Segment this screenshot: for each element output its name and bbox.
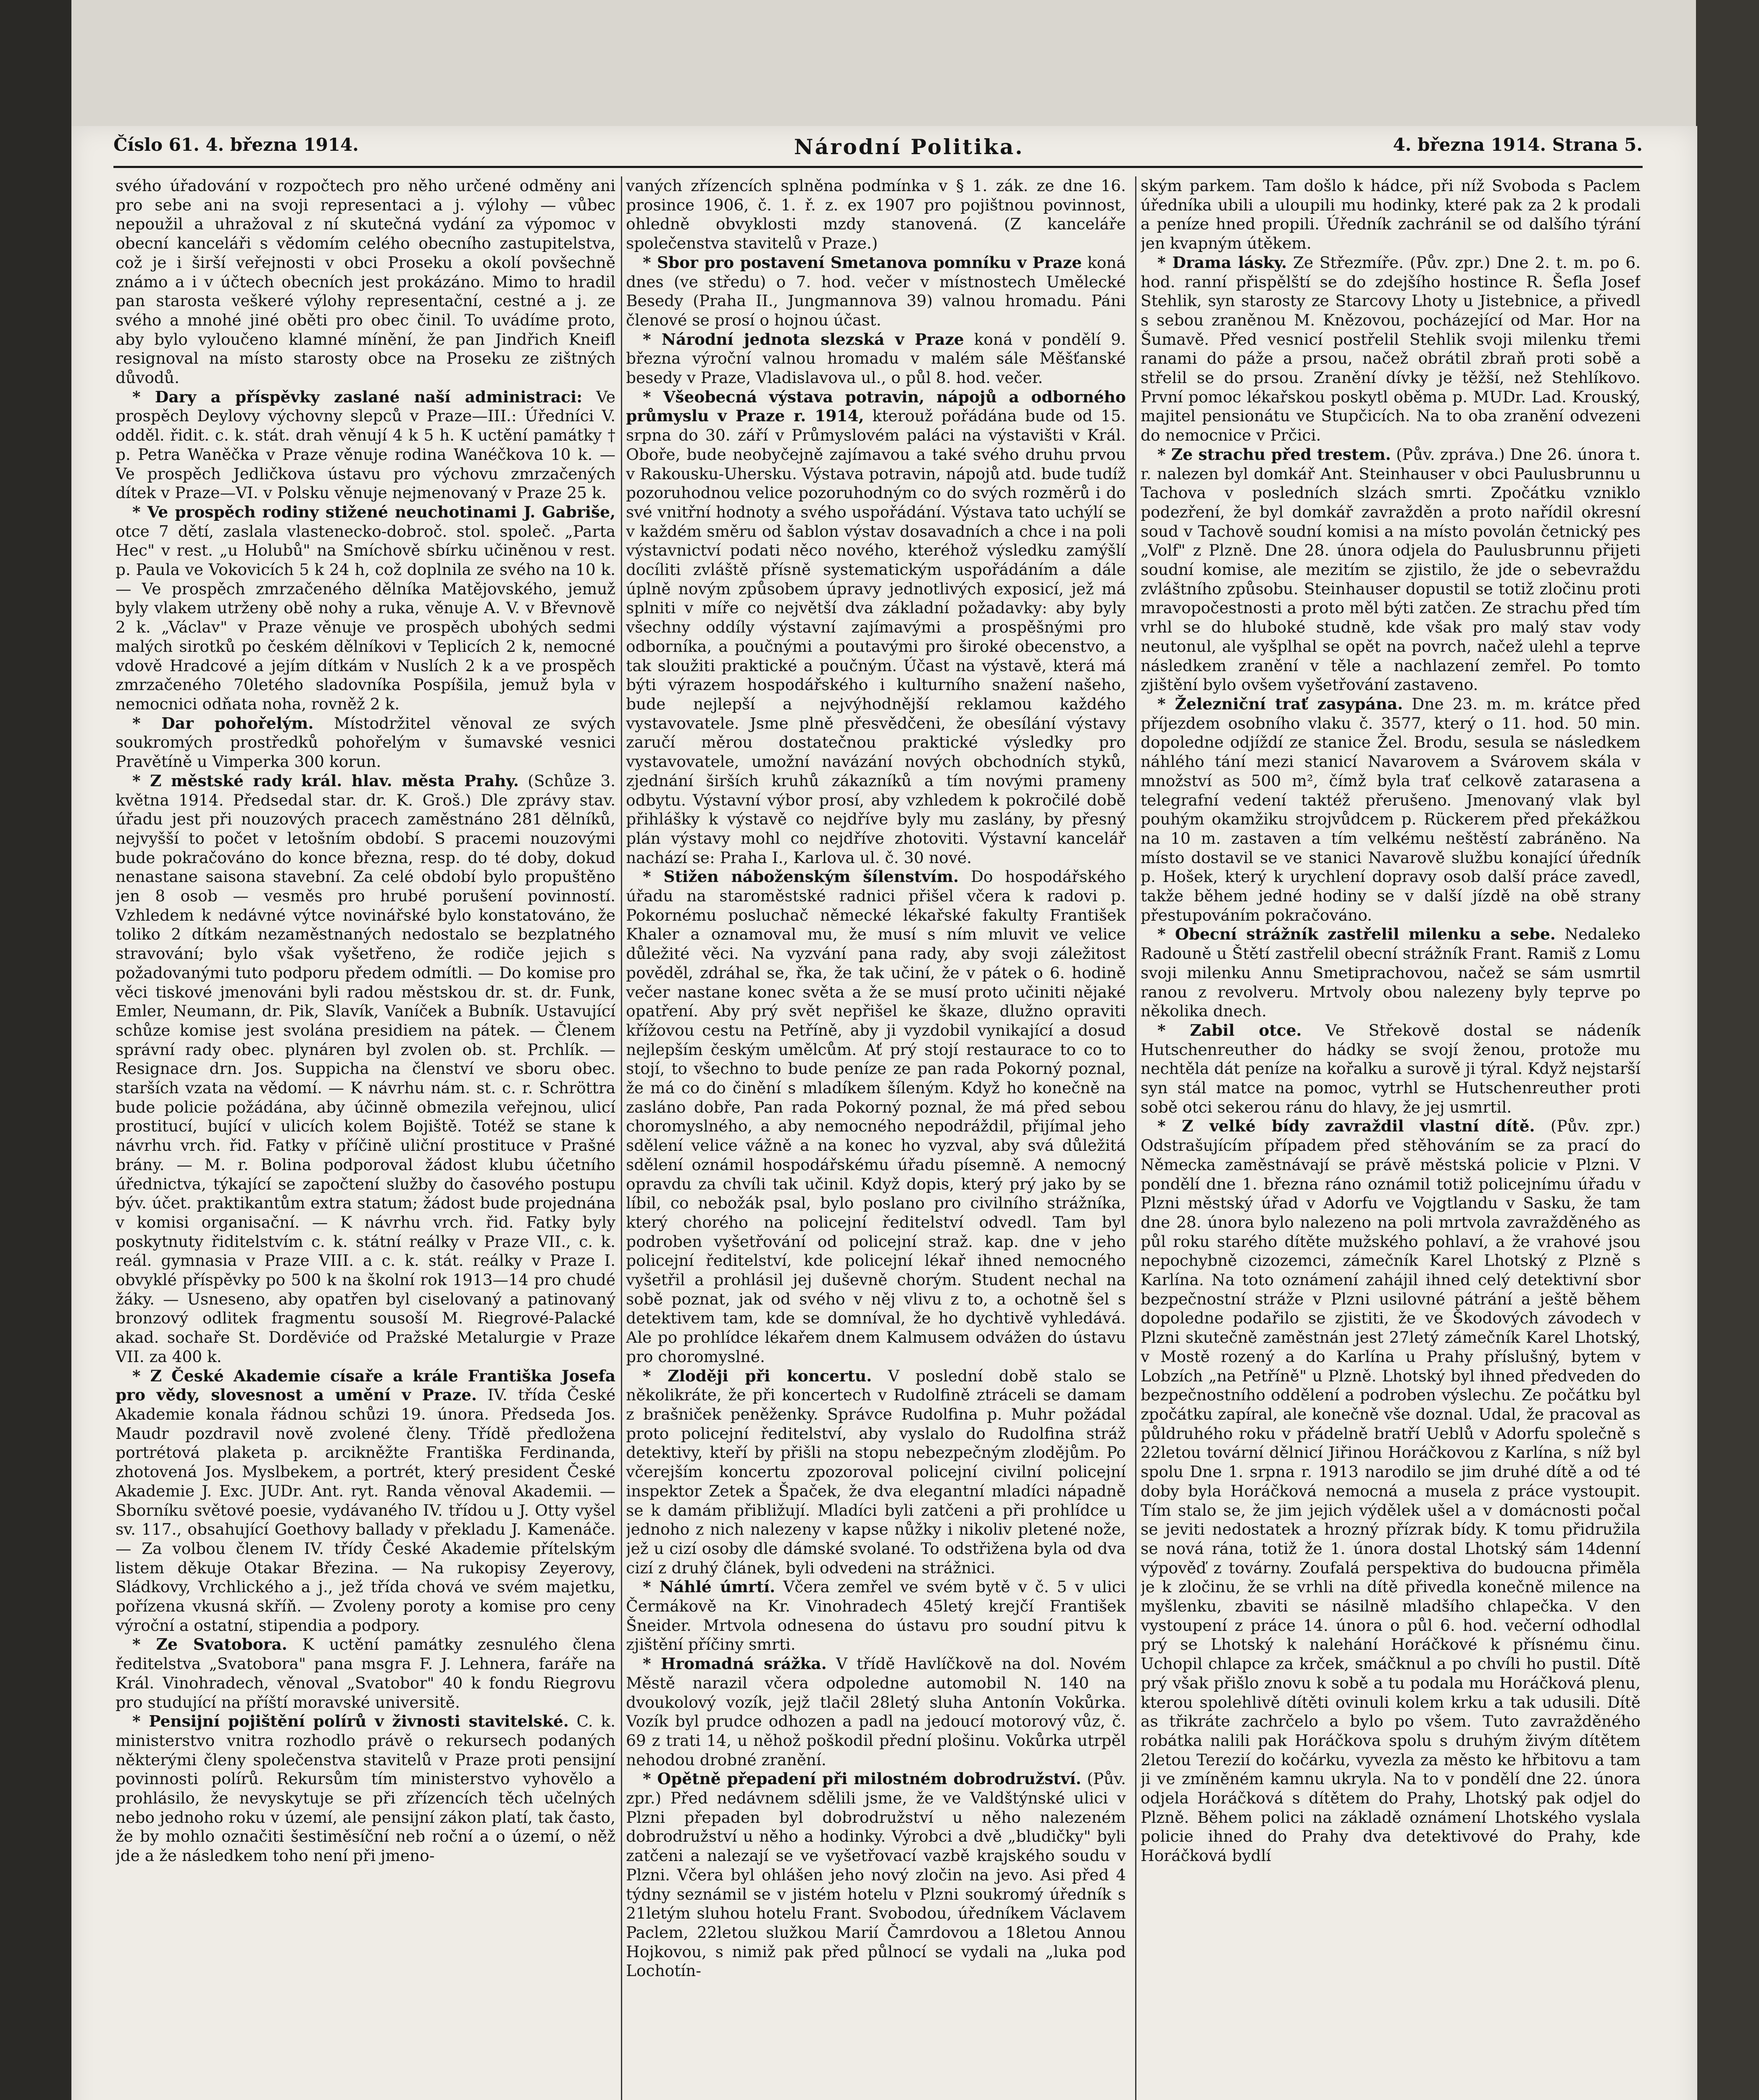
news-item xyxy=(1141,695,1641,925)
news-item-body: (Pův. zpráva.) Dne 26. února t. r. nalezen byl domkář Ant. Steinhauser v obci Paulusbrunnu u Tachova v posledních slzách smrti. Zpočátku vzniklo podezření, že byl domkář zavražděn a proto nařídil okresní soud v Tachově soudní komisi a na místo povolán četnický pes „Volf" z Plzně. Dne 28. února odjela do Paulusbrunnu přijeti soudní komise, ale mezitím se zjistilo, že jde o sebevraždu zvláštního způsobu. Steinhauser dopustil se totiž zločinu proti mravopočestnosti a proto měl býti zatčen. Ze strachu před tím vrhl se do hluboké studně, kde však pro malý stav vody neutonul, ale vyšplhal se opět na povrch, načež ulehl a teprve následkem zranění v těle a nachlazení zemřel. Po tomto zjištění bylo ovšem vyšetřování zastaveno. xyxy=(1141,445,1641,694)
news-item-headline: * Drama lásky. xyxy=(1157,253,1287,272)
news-item-body: Místodržitel věnoval ze svých soukromých prostředků pohořelým v šumavské vesnici Pravětíně u Vimperka 300 korun. xyxy=(116,714,615,771)
news-item-headline: * Pensijní pojištění polírů v živnosti stavitelské. xyxy=(132,1712,569,1731)
news-item-body: K uctění památky zesnulého člena ředitelstva „Svatobora" pana msgra F. J. Lehnera, faráře na Král. Vinohradech, věnoval „Svatobor" 40 k fondu Riegrovu pro studující na příští moravské universitě. xyxy=(116,1635,615,1712)
newspaper-title: Národní Politika. xyxy=(794,134,1024,159)
news-item-body: Nedaleko Radouně u Štětí zastřelil obecní strážník Frant. Ramiš z Lomu svoji milenku Annu Smetiprachovou, načež se sám usmrtil ranou z revolveru. Mrtvoly obou nalezeny byly teprve po několika dnech. xyxy=(1141,925,1641,1021)
news-item-body: kterouž pořádána bude od 15. srpna do 30. září v Průmyslovém paláci na výstavišti v Král. Oboře, bude neobyčejně zajímavou a také svého druhu prvou v Rakousku-Uhersku. Výstava potravin, nápojů atd. bude tudíž pozoruhodnou velice pozoruhodným co do svých rozměrů i do své vnitřní hodnoty a svého uspořádání. Výstava tato uchýlí se v každém směru od šablon výstav dosavadních a chce i na poli výstavnictví podati něco nového, kteréhož výsledku zamýšlí docíliti zvláště přísně systematickým uspořádáním a dále úplně novým způsobem úpravy jednotlivých exposicí, jež má splniti v míře co největší dva základní požadavky: aby byly všechny oddíly výstavní zajímavými a prospěšnými pro odborníka, a poučnými a poutavými pro široké obecenstvo, a tak sloužiti praktické a poučným. Účast na výstavě, která má býti výrazem hospodářského i kulturního snažení našeho, bude nejlepší a nejvýhodnější reklamou každého vystavovatele. Jsme plně přesvědčeni, že obesílání výstavy zaručí měrou dostatečnou praktické výsledky pro vystavovatele, umožní navázání nových obchodních styků, zjednání širších kruhů zákazníků a tím novými prameny odbytu. Výstavní výbor prosí, aby vzhledem k pokročilé době přihlášky k výstavě co nejdříve byly mu zaslány, by přesný plán výstavy mohl co nejdříve zhotoviti. Výstavní kancelář nachází se: Praha I., Karlova ul. č. 30 nové. xyxy=(626,407,1126,867)
column-2 xyxy=(626,176,1126,2100)
news-item-body: IV. třída České Akademie konala řádnou schůzi 19. února. Předseda Jos. Maudr pozdravil nově zvolené členy. Třídě předložena portrétová plaketa p. arcikněžte Františka Ferdinanda, zhotovená Jos. Myslbekem, a portrét, který president České Akademie J. Exc. JUDr. Ant. ryt. Randa věnoval Akademii. — Sborníku světové poesie, vydávaného IV. třídou u J. Otty vyšel sv. 117., obsahující Goethovy ballady v překladu J. Kamenáče. — Za volbou členem IV. třídy České Akademie přítelským listem děkuje Otakar Březina. — Na rukopisy Zeyerovy, Sládkovy, Vrchlického a j., jež třída chová ve svém majetku, pořízena vkusná skříň. — Zvoleny poroty a komise pro ceny výroční a ostatní, stipendia a podpory. xyxy=(116,1386,615,1635)
news-item-headline: * Hromadná srážka. xyxy=(643,1654,827,1673)
news-item-headline: * Z velké bídy zavraždil vlastní dítě. xyxy=(1157,1117,1535,1136)
news-item-body: Ve prospěch Deylovy výchovny slepců v Praze—III.: Úředníci V. odděl. řidit. c. k. stát. drah věnují 4 k 5 h. K uctění památky † p. Petra Waněčka v Praze věnuje rodina Wanéčkova 10 k. — Ve prospěch Jedličkova ústavu pro výchovu zmrzačených dítek v Praze—VI. v Polsku věnuje nejmenovaný v Praze 25 k. xyxy=(116,387,615,502)
news-item-headline: * Dary a příspěvky zaslané naší administraci: xyxy=(132,387,583,406)
news-item xyxy=(116,714,615,772)
news-item-headline: * Náhlé úmrtí. xyxy=(643,1578,776,1596)
scan-left-border xyxy=(0,0,71,2100)
page-header xyxy=(113,134,1643,164)
news-item xyxy=(626,176,1126,253)
news-item xyxy=(626,867,1126,1366)
news-item-body: koná dnes (ve středu) o 7. hod. večer v místnostech Umělecké Besedy (Praha II., Jungmannova 39) valnou hromadu. Páni členové se prosí o hojnou účast. xyxy=(626,253,1126,329)
news-item xyxy=(116,388,615,503)
scan-right-border xyxy=(1696,0,1759,2100)
news-item-body: Dne 23. m. m. krátce před příjezdem osobního vlaku č. 3577, který o 11. hod. 50 min. dopoledne odjíždí ze stanice Žel. Brodu, sesula se následkem náhlého tání mezi stanicí Navarovem a Svárovem skála v množství as 500 m², čímž byla trať celkově zatarasena a telegrafní vedení taktéž přerušeno. Jmenovaný vlak byl pouhým okamžiku strojvůdcem p. Rückerem před překážkou na 10 m. zastaven a tím velkému neštěstí zabráněno. Na místo dostavil se ve stanici Navarově službu konající úředník p. Hošek, který k urychlení dopravy osob další práce zavedl, takže během jedné hodiny se v další jízdě na obě strany přestupováním pokračováno. xyxy=(1141,694,1641,924)
news-item-headline: * Železniční trať zasypána. xyxy=(1157,694,1403,713)
news-item xyxy=(1141,253,1641,445)
news-item-body: svého úřadování v rozpočtech pro něho určené odměny ani pro sebe ani na svoji representaci a j. výlohy — vůbec nepoužil a uhražoval z ní skutečná vydání za výpomoc v obecní kanceláři s vědomím celého obecního zastupitelstva, což je i širší veřejnosti v obci Proseku a okolí povšechně známo a i v účtech obecních jest prokázáno. Mimo to hradil pan starosta veškeré výlohy representační, cestné a j. ze svého a mnohé jiné oběti pro obec činil. To uvádíme proto, aby bylo vyloučeno klamné mínění, že pan Jindřich Kneifl resignoval na místo starosty obce na Proseku ze zištných důvodů. xyxy=(116,176,615,387)
news-item-body: V poslední době stalo se několikráte, že při koncertech v Rudolfině ztráceli se damam z brašniček peněženky. Správce Rudolfina p. Muhr požádal proto policejní ředitelství, aby vyslalo do Rudolfina stráž detektivy, kteří by přišli na stopu nebezpečným zlodějům. Po včerejším koncertu zpozoroval policejní civilní policejní inspektor Zetek a Špaček, že dva elegantní mladíci nápadně se k damám přibližují. Mladíci byli zatčeni a při prohlídce u jednoho z nich nalezeny v kapse nůžky i nikoliv pletené nože, jež u cizí osoby dle dámské svolané. To odstřižena byla od dva cizí z druhý článek, byli odvedeni na strážnici. xyxy=(626,1366,1126,1577)
news-item xyxy=(1141,1021,1641,1117)
news-item xyxy=(626,388,1126,868)
news-item-body: koná v pondělí 9. března výroční valnou hromadu v malém sále Měšťanské besedy v Praze, Vladislavova ul., o půl 8. hod. večer. xyxy=(626,330,1126,387)
news-item-body: (Pův. zpr.) Před nedávnem sdělili jsme, že ve Valdštýnské ulici v Plzni přepaden byl dobrodružství u něho nalezeném dobrodružství u něho a hodinky. Výrobci a dvě „bludičky" byli zatčeni a nalezají se ve vyšetřovací vazbě krajského soudu v Plzni. Včera byl ohlášen jeho nový zločin na jevo. Asi před 4 týdny seznámil se v jistém hotelu v Plzni soukromý úředník s 21letým sluhou hotelu Frant. Svobodou, úředníkem Václavem Paclem, 22letou služkou Marií Čamrdovou a 18letou Annou Hojkovou, s nimiž pak před půlnocí se vydali na „luka pod Lochotín- xyxy=(626,1769,1126,1980)
news-item-body: (Pův. zpr.) Odstrašujícím případem před stěhováním se za prací do Německa zaměstnávají se právě městská policie v Plzni. V pondělí dne 1. března ráno oznámil totiž policejnímu úřadu v Plzni městský úřad v Adorfu ve Vojgtlandu v Sasku, že tam dne 28. února bylo nalezeno na poli mrtvola zavražděného as půl roku starého dítěte mužského pohlaví, a že vrahové jsou nepochybně cizozemci, zámečník Karel Lhotský z Plzně s Karlína. Na toto oznámení zahájil ihned celý detektivní sbor bezpečnostní stráže v Plzni usilovné pátrání a ještě během dopoledne podařilo se zjistiti, že ve Škodových závodech v Plzni skutečně zaměstnán jest 27letý zámečník Karel Lhotský, v Mostě rozený a do Karlína u Prahy příslušný, bytem v Lobzích „na Petříně" u Plzně. Lhotský byl ihned předveden do bezpečnostního oddělení a podroben výslechu. Ze počátku byl zpočátku zapíral, ale konečně vše doznal. Udal, že pracoval as půldruhého roku v přádelně bratří Ueblů v Adorfu společně s 22letou tovární dělnicí Jiřinou Horáčkovou z Karlína, s níž byl spolu Dne 1. srpna r. 1913 narodilo se jim druhé dítě a od té doby byla Horáčková nemocná a musela z práce vystoupit. Tím stalo se, že jim jejich výdělek ušel a v domácnosti počal se jeviti nedostatek a hrozný přízrak bídy. K tomu přidružila se nová rána, totiž že 1. února dostal Lhotský sám 14denní výpověď z továrny. Zoufalá perspektiva do budoucna přiměla je k zločinu, že se vrhli na dítě přivedla konečně milence na myšlenku, zbaviti se násilně mladšího chlapečka. V den vystoupení z práce 14. února o půl 6. hod. večerní odhodlal prý se Lhotský k nalehání Horáčkové k přísnému činu. Uchopil chlapce za krček, smáčknul a po chvíli ho pustil. Dítě prý však přišlo znovu k sobě a tu podala mu Horáčková plenu, kterou spolehlivě dítěti ovinuli kolem krku a tak udusili. Dítě as třikráte zachrčelo a bylo po všem. Tuto zavražděného robátka nalili pak Horáčkova spolu s druhým živým dítětem 2letou Terezií do kočárku, vyvezla za město ke hřbitovu a tam ji ve zmíněném kamnu ukryla. Na to v pondělí dne 22. února odjela Horáčková s dítětem do Prahy, Lhotský pak odjel do Plzně. Během polici na základě oznámení Lhotského vyslala policie ihned do Prahy dva detektivové do Prahy, kde Horáčková bydlí xyxy=(1141,1117,1641,1865)
news-item-headline: * Ze Svatobora. xyxy=(132,1635,287,1654)
news-item xyxy=(116,503,615,714)
news-item-body: Ze Střezmíře. (Pův. zpr.) Dne 2. t. m. po 6. hod. ranní přispělští se do zdejšího hostince R. Šefla Josef Stehlik, syn starosty ze Starcovy Lhoty u Jistebnice, a přivedl s sebou zraněnou M. Knězovou, pocházející od Mar. Hor na Šumavě. Před vesnicí postřelil Stehlik svoji milenku třemi ranami do páže a prsou, načež obrátil zbraň proti sobě a střelil se do prsou. Zranění dívky je těžší, než Stehlíkovo. První pomoc lékařskou poskytl oběma p. MUDr. Lad. Krouský, majitel pensionátu ve Stupčicích. Na to oba zranění odvezeni do nemocnice v Prčici. xyxy=(1141,253,1641,445)
news-item xyxy=(626,1654,1126,1769)
news-item-headline: * Opětně přepadení při milostném dobrodružství. xyxy=(643,1769,1081,1788)
news-item xyxy=(1141,1117,1641,1865)
news-item-headline: * Zloději při koncertu. xyxy=(643,1366,872,1385)
news-item-body: V třídě Havlíčkově na dol. Novém Městě narazil včera odpoledne automobil N. 140 na dvoukolový vozík, jejž tlačil 28letý sluha Antonín Vokůrka. Vozík byl prudce odhozen a padl na jedoucí motorový vůz, č. 69 z trati 14, u něhož poškodil přední plošinu. Vokůrka utrpěl nehodou drobné zranění. xyxy=(626,1654,1126,1769)
news-item-headline: * Národní jednota slezská v Praze xyxy=(643,330,964,349)
news-item-body: (Schůze 3. května 1914. Předsedal star. dr. K. Groš.) Dle zprávy stav. úřadu jest při nouzových pracech zaměstnáno 281 dělníků, nejvyšší to počet v letošním období. S pracemi nouzovými bude pokračováno do konce března, resp. do té doby, dokud nenastane saisona stavební. Za celé období bylo propuštěno jen 8 osob — vesměs pro hrubé porušení povinností. Vzhledem k nedávné výtce novinářské bylo konstatováno, že toliko 2 dítkám nezaměstnaných nedostalo se bezplatného stravování; bylo však vyšetřeno, že rodiče jejich s požadovanými tuto podporu předem odmítli. — Do komise pro věci tiskové jmenováni byli radou městskou dr. st. dr. Funk, Emler, Neumann, dr. Pik, Slavík, Vaníček a Bubník. Ustavující schůze komise jest svolána presidiem na pátek. — Členem správní rady obec. plynáren byl zvolen ob. st. Prchlík. — Resignace drn. Jos. Suppicha na členství ve sboru obec. starších vzata na vědomí. — K návrhu nám. st. c. r. Schröttra bude policie požádána, aby účinně obmezila veřejnou, ulicí prostitucí, bující v ulicích kolem Bojiště. Totéž se stane k návrhu vrch. řid. Fatky v příčině uliční prostituce v Prašné brány. — M. r. Bolina podporoval žádost klubu účetního úřednictva, týkající se započtení služby do časového postupu býv. účet. praktikantům extra statum; žádost bude projednána v komisi organisační. — K návrhu vrch. řid. Fatky byly poskytnuty řiditelstvím c. k. státní reálky v Praze VII., c. k. reál. gymnasia v Praze VIII. a c. k. stát. reálky v Praze I. obvyklé příspěvky po 500 k na školní rok 1913—14 pro chudé žáky. — Usneseno, aby opatřen byl ciselovaný a patinovaný bronzový odlitek fragmentu sousoší M. Riegrové-Palacké akad. sochaře St. Dorděviće od Pražské Metalurgie v Praze VII. za 400 k. xyxy=(116,771,615,1366)
news-item xyxy=(116,1635,615,1712)
page-date-number: 4. března 1914. Strana 5. xyxy=(1393,134,1643,155)
news-item xyxy=(626,253,1126,330)
news-item xyxy=(626,1578,1126,1654)
column-1 xyxy=(116,176,615,2100)
news-item xyxy=(1141,445,1641,695)
news-item-body: Do hospodářského úřadu na staroměstské radnici přišel včera k radovi p. Pokornému posluchač německé lékařské fakulty František Khaler a oznamoval mu, že musí s ním mluvit ve velice důležité věci. Na vyzvání pana rady, aby svoji záležitost pověděl, zdráhal se, řka, že tak učiní, že v pátek o 6. hodině večer nastane konec světa a že se musí proto učiniti nějaké opatření. Aby prý svět nepřišel ke škaze, dlužno opraviti křížovou cestu na Petříně, aby ji vyzdobil vynikající a dosud nejlepším českým umělcům. Ať prý stojí restaurace to co to stojí, to všechno to bude peníze ze pan rada Pokorný poznal, že má co do činění s mladíkem šíleným. Když ho konečně na zasláno dobře, Pan rada Pokorný poznal, že má před sebou choromyslného, a aby nemocného nepodráždil, přijímal jeho sdělení velice vážně a na konec ho vyzval, aby svá důležitá sdělení oznámil hospodářskému úřadu písemně. A nemocný opravdu za chvíli tak učinil. Když dopis, který prý jako by se líbil, co nebožák psal, bylo poslano pro civilního strážníka, který chorého na policejní ředitelství odvedl. Tam byl podroben vyšetřování od policejní straž. kap. dne v jeho policejní ředitelství, kde policejní lékař ihned nemocného vyšetřil a prohlásil jej duševně chorým. Student nechal na sobě poznat, jak od svého v něj vlivu z to, a ochotně šel s detektivem tam, kde se domníval, že ho dychtivě vyhledává. Ale po prohlídce lékařem dnem Kalmusem odvážen do ústavu pro choromyslné. xyxy=(626,867,1126,1366)
news-item xyxy=(116,1712,615,1866)
news-item-headline: * Z České Akademie císaře a krále Františka Josefa pro vědy, slovesnost a umění v Praze. xyxy=(116,1366,615,1404)
news-item xyxy=(626,1769,1126,1981)
news-item-body: Včera zemřel ve svém bytě v č. 5 v ulici Čermákově na Kr. Vinohradech 45letý krejčí František Šneider. Mrtvola odnesena do ústavu pro soudní pitvu k zjištění příčiny smrti. xyxy=(626,1578,1126,1654)
news-item-headline: * Ze strachu před trestem. xyxy=(1157,445,1391,464)
news-item-headline: * Ve prospěch rodiny stižené neuchotinami J. Gabriše, xyxy=(132,502,615,521)
news-item-body: ským parkem. Tam došlo k hádce, při níž Svoboda s Paclem úředníka ubili a uloupili mu hodinky, které pak za 2 k prodali a peníze hned propili. Úředník zachránil se od dalšího týrání jen kvapným útěkem. xyxy=(1141,176,1641,253)
news-item xyxy=(1141,176,1641,253)
news-item-body: vaných zřízencích splněna podmínka v § 1. zák. ze dne 16. prosince 1906, č. 1. ř. z. ex 1907 pro pojištnou povinnost, ohledně obvyklosti mzdy stanovená. (Z kanceláře společenstva stavitelů v Praze.) xyxy=(626,176,1126,253)
news-item-headline: * Stižen náboženským šílenstvím. xyxy=(643,867,959,886)
news-item-body: otce 7 dětí, zaslala vlastenecko-dobroč. stol. společ. „Parta Hec" v rest. „u Holubů" na Smíchově sbírku učiněnou v rest. p. Paula ve Vokovicích 5 k 24 h, což doplnila ze svého na 10 k. — Ve prospěch zmrzačeného dělníka Matějovského, jemuž byly vlakem utrženy obě nohy a ruka, věnuje A. V. v Břevnově 2 k. „Václav" v Praze věnuje ve prospěch ubohých sedmi malých sirotků po českém dělníkovi v Teplicích 2 k, nemocné vdově Hradcové a jejím dítkám v Nuslích 2 k a ve prospěch zmrzačeného 70letého sladovníka Pospíšila, jemuž byla v nemocnici odňata noha, rovněž 2 k. xyxy=(116,522,615,713)
news-item-headline: * Z městské rady král. hlav. města Prahy. xyxy=(132,771,519,790)
issue-number: Číslo 61. 4. března 1914. xyxy=(113,134,359,155)
column-3 xyxy=(1141,176,1641,2100)
news-item-headline: * Obecní strážník zastřelil milenku a sebe. xyxy=(1157,925,1556,944)
news-item-body: C. k. ministerstvo vnitra rozhodlo právě o rekursech podaných některými členy společenstva stavitelů v Praze proti pensijní povinnosti polírů. Rekursům tím ministerstvo vyhovělo a prohlásilo, že nevyskytuje se při zřízencích těch učelných nebo jednoho roku v území, ale pensijní zákon platí, tak často, že by mohlo označiti šestiměsíční neb roční a o území, o něž jde a že následkem toho není při jmeno- xyxy=(116,1712,615,1865)
news-item-headline: * Zabil otce. xyxy=(1157,1021,1302,1040)
news-item xyxy=(626,330,1126,388)
news-item-headline: * Sbor pro postavení Smetanova pomníku v Praze xyxy=(643,253,1082,272)
news-item xyxy=(116,176,615,388)
column-divider xyxy=(621,176,622,2100)
column-divider xyxy=(1135,176,1136,2100)
news-item-headline: * Dar pohořelým. xyxy=(132,714,314,732)
news-item xyxy=(116,772,615,1367)
header-rule xyxy=(113,166,1643,168)
news-item xyxy=(116,1367,615,1635)
news-item xyxy=(626,1367,1126,1578)
news-item-headline: * Všeobecná výstava potravin, nápojů a odborného průmyslu v Praze r. 1914, xyxy=(626,387,1126,425)
news-item xyxy=(1141,925,1641,1021)
news-item-body: Ve Střekově dostal se nádeník Hutschenreuther do hádky se svojí ženou, protože mu nechtěla dát peníze na kořalku a surově ji týral. Když nejstarší syn stál matce na pomoc, vytrhl se Hutschenreuther proti sobě otci sekerou ránu do hlavy, že jej usmrtil. xyxy=(1141,1021,1641,1116)
